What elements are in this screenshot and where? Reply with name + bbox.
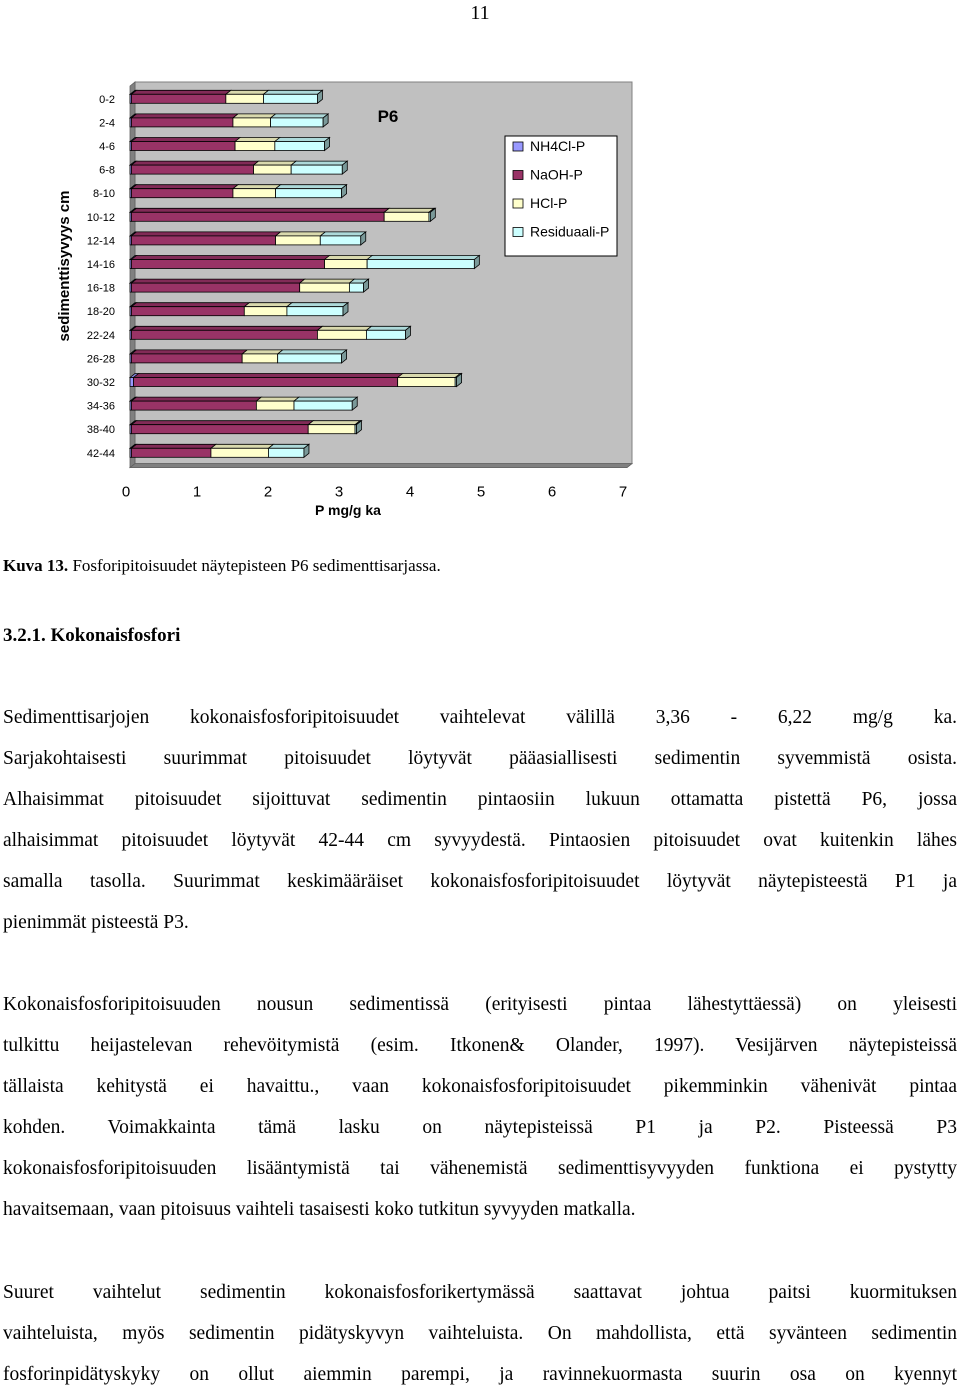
bar-residuaali-p-18-20 bbox=[287, 303, 348, 316]
y-axis-label: sedimenttisyvyys cm bbox=[56, 190, 73, 342]
text-line: kokonaisfosforipitoisuuden lisääntymistä tai vähenemistä sedimenttisyvyyden funktiona ei pystytty bbox=[3, 1158, 957, 1179]
bar-naoh-p-22-24 bbox=[131, 326, 322, 339]
x-tick-label: 7 bbox=[618, 483, 628, 501]
y-tick-label: 0-2 bbox=[99, 93, 115, 106]
y-tick-label: 12-14 bbox=[86, 235, 115, 248]
bar-residuaali-p-34-36 bbox=[294, 397, 357, 410]
text-line: vaihteluista, myös sedimentin pidätyskyvyn vaihteluista. On mahdollista, että syvänteen sedimentin bbox=[3, 1323, 957, 1344]
bar-hcl-p-18-20 bbox=[244, 303, 292, 316]
y-tick-labels bbox=[87, 94, 115, 460]
bar-residuaali-p-2-4 bbox=[271, 114, 329, 127]
text-line: havaitsemaan, vaan pitoisuus vaihteli tasaisesti koko tutkitun syvyyden matkalla. bbox=[3, 1199, 636, 1220]
figure-caption bbox=[3, 555, 441, 577]
bar-hcl-p-30-32 bbox=[398, 374, 461, 387]
bar-residuaali-p-42-44 bbox=[268, 444, 309, 457]
plot-floor bbox=[130, 464, 632, 468]
chart-legend bbox=[505, 136, 617, 256]
bar-naoh-p-16-18 bbox=[131, 279, 304, 292]
x-tick-labels bbox=[122, 484, 627, 501]
bar-residuaali-p-26-28 bbox=[278, 350, 347, 363]
text-line: Suuret vaihtelut sedimentin kokonaisfosforikertymässä saattavat johtua paitsi kuormituksen bbox=[3, 1282, 957, 1303]
text-line: tällaista kehitystä ei havaittu., vaan kokonaisfosforipitoisuudet pikemminkin vähenivät pintaa bbox=[3, 1076, 957, 1097]
x-tick-label: 6 bbox=[547, 483, 557, 501]
bar-residuaali-p-14-16 bbox=[367, 256, 479, 269]
bar-naoh-p-6-8 bbox=[131, 161, 258, 174]
x-tick-label: 2 bbox=[263, 483, 273, 501]
y-tick-label: 16-18 bbox=[86, 282, 115, 295]
bar-naoh-p-8-10 bbox=[131, 185, 238, 198]
paragraph-1 bbox=[3, 697, 957, 943]
bar-naoh-p-30-32 bbox=[134, 374, 403, 387]
bar-naoh-p-2-4 bbox=[131, 114, 238, 127]
bar-naoh-p-14-16 bbox=[131, 256, 329, 269]
bar-hcl-p-14-16 bbox=[325, 256, 373, 269]
y-tick-label: 14-16 bbox=[86, 259, 115, 271]
text-line: alhaisimmat pitoisuudet löytyvät 42-44 cm syvyydestä. Pintaosien pitoisuudet ovat kuitenkin lähes bbox=[3, 830, 957, 851]
bar-residuaali-p-8-10 bbox=[276, 185, 347, 198]
legend-label: HCl-P bbox=[530, 195, 568, 211]
y-tick-label: 30-32 bbox=[86, 377, 115, 389]
bar-naoh-p-26-28 bbox=[131, 350, 247, 363]
bar-naoh-p-34-36 bbox=[131, 397, 261, 410]
y-tick-label: 4-6 bbox=[99, 141, 115, 153]
legend-swatch bbox=[513, 142, 523, 151]
paragraph-2 bbox=[3, 984, 957, 1230]
section-heading: 3.2.1. Kokonaisfosfori bbox=[3, 625, 181, 646]
y-tick-label: 34-36 bbox=[86, 400, 115, 413]
bar-naoh-p-10-12 bbox=[131, 208, 389, 221]
bar-residuaali-p-22-24 bbox=[366, 326, 410, 339]
legend-label: NaOH-P bbox=[530, 166, 583, 183]
bar-residuaali-p-6-8 bbox=[291, 161, 347, 174]
bar-naoh-p-12-14 bbox=[131, 232, 280, 245]
text-line: Kokonaisfosforipitoisuuden nousun sedimentissä (erityisesti pintaa lähestyttäessä) on yleisesti bbox=[3, 994, 957, 1015]
bar-hcl-p-38-40 bbox=[308, 421, 360, 434]
y-tick-label: 22-24 bbox=[86, 329, 115, 342]
bar-hcl-p-26-28 bbox=[242, 350, 283, 363]
y-tick-label: 2-4 bbox=[99, 117, 115, 130]
bar-residuaali-p-0-2 bbox=[263, 90, 322, 103]
bar-naoh-p-38-40 bbox=[131, 421, 313, 434]
x-tick-label: 4 bbox=[405, 483, 415, 501]
bar-residuaali-p-16-18 bbox=[349, 279, 368, 292]
text-line: samalla tasolla. Suurimmat keskimääräiset kokonaisfosforipitoisuudet löytyvät näytepisteestä P1 ja bbox=[3, 871, 957, 892]
chart-title: P6 bbox=[377, 107, 399, 126]
bar-hcl-p-2-4 bbox=[233, 114, 276, 127]
text-line: Alhaisimmat pitoisuudet sijoittuvat sedimentin pintaosiin lukuun ottamatta pistettä P6, jossa bbox=[3, 789, 957, 810]
y-tick-label: 10-12 bbox=[86, 211, 115, 224]
legend-swatch bbox=[513, 171, 523, 180]
bar-naoh-p-4-6 bbox=[131, 138, 240, 151]
y-tick-label: 42-44 bbox=[86, 447, 115, 460]
y-tick-label: 38-40 bbox=[86, 424, 115, 437]
legend-label: Residuaali-P bbox=[530, 223, 610, 240]
bar-naoh-p-18-20 bbox=[131, 303, 249, 316]
x-tick-label: 1 bbox=[192, 483, 202, 501]
figure-caption-text: Fosforipitoisuudet näytepisteen P6 sedimenttisarjassa. bbox=[68, 556, 441, 575]
bar-hcl-p-6-8 bbox=[254, 161, 297, 174]
bar-hcl-p-0-2 bbox=[226, 90, 269, 103]
y-tick-label: 26-28 bbox=[86, 353, 115, 366]
paragraph-3 bbox=[3, 1272, 957, 1395]
x-axis-label: P mg/g ka bbox=[315, 502, 381, 518]
y-tick-label: 8-10 bbox=[92, 188, 115, 201]
y-tick-label: 6-8 bbox=[99, 164, 115, 177]
legend-swatch bbox=[513, 199, 523, 208]
bar-hcl-p-34-36 bbox=[256, 397, 299, 410]
text-line: fosforinpidätyskyky on ollut aiemmin parempi, ja ravinnekuormasta suurin osa on kyennyt bbox=[3, 1364, 957, 1385]
bar-hcl-p-10-12 bbox=[384, 208, 434, 221]
figure-caption-number: Kuva 13. bbox=[3, 556, 69, 575]
bar-residuaali-p-12-14 bbox=[320, 232, 365, 245]
bar-hcl-p-42-44 bbox=[211, 444, 274, 457]
text-line: pienimmät pisteestä P3. bbox=[3, 912, 189, 933]
text-line: kohden. Voimakkainta tämä lasku on näytepisteissä P1 ja P2. Pisteessä P3 bbox=[3, 1117, 957, 1138]
legend-label: NH4Cl-P bbox=[530, 138, 586, 154]
y-tick-label: 18-20 bbox=[86, 306, 115, 319]
bar-hcl-p-4-6 bbox=[235, 138, 280, 151]
x-tick-label: 5 bbox=[476, 483, 486, 501]
x-tick-label: 3 bbox=[334, 483, 344, 501]
text-line: tulkittu heijastelevan rehevöitymistä (esim. Itkonen& Olander, 1997). Vesijärven näytepisteissä bbox=[3, 1035, 957, 1056]
fractionation-bar-chart bbox=[55, 78, 645, 523]
bar-hcl-p-22-24 bbox=[317, 326, 371, 339]
bar-naoh-p-0-2 bbox=[131, 90, 230, 103]
bar-hcl-p-16-18 bbox=[300, 279, 355, 292]
page-number: 11 bbox=[470, 2, 490, 24]
bar-hcl-p-12-14 bbox=[276, 232, 326, 245]
x-tick-label: 0 bbox=[121, 483, 131, 501]
bar-residuaali-p-4-6 bbox=[275, 138, 330, 151]
legend-swatch bbox=[513, 228, 523, 237]
bar-hcl-p-8-10 bbox=[233, 185, 281, 198]
text-line: Sedimenttisarjojen kokonaisfosforipitoisuudet vaihtelevat välillä 3,36 - 6,22 mg/g ka. bbox=[3, 707, 957, 728]
bar-naoh-p-42-44 bbox=[131, 444, 216, 457]
text-line: Sarjakohtaisesti suurimmat pitoisuudet löytyvät pääasiallisesti sedimentin syvemmistä osista. bbox=[3, 748, 957, 769]
